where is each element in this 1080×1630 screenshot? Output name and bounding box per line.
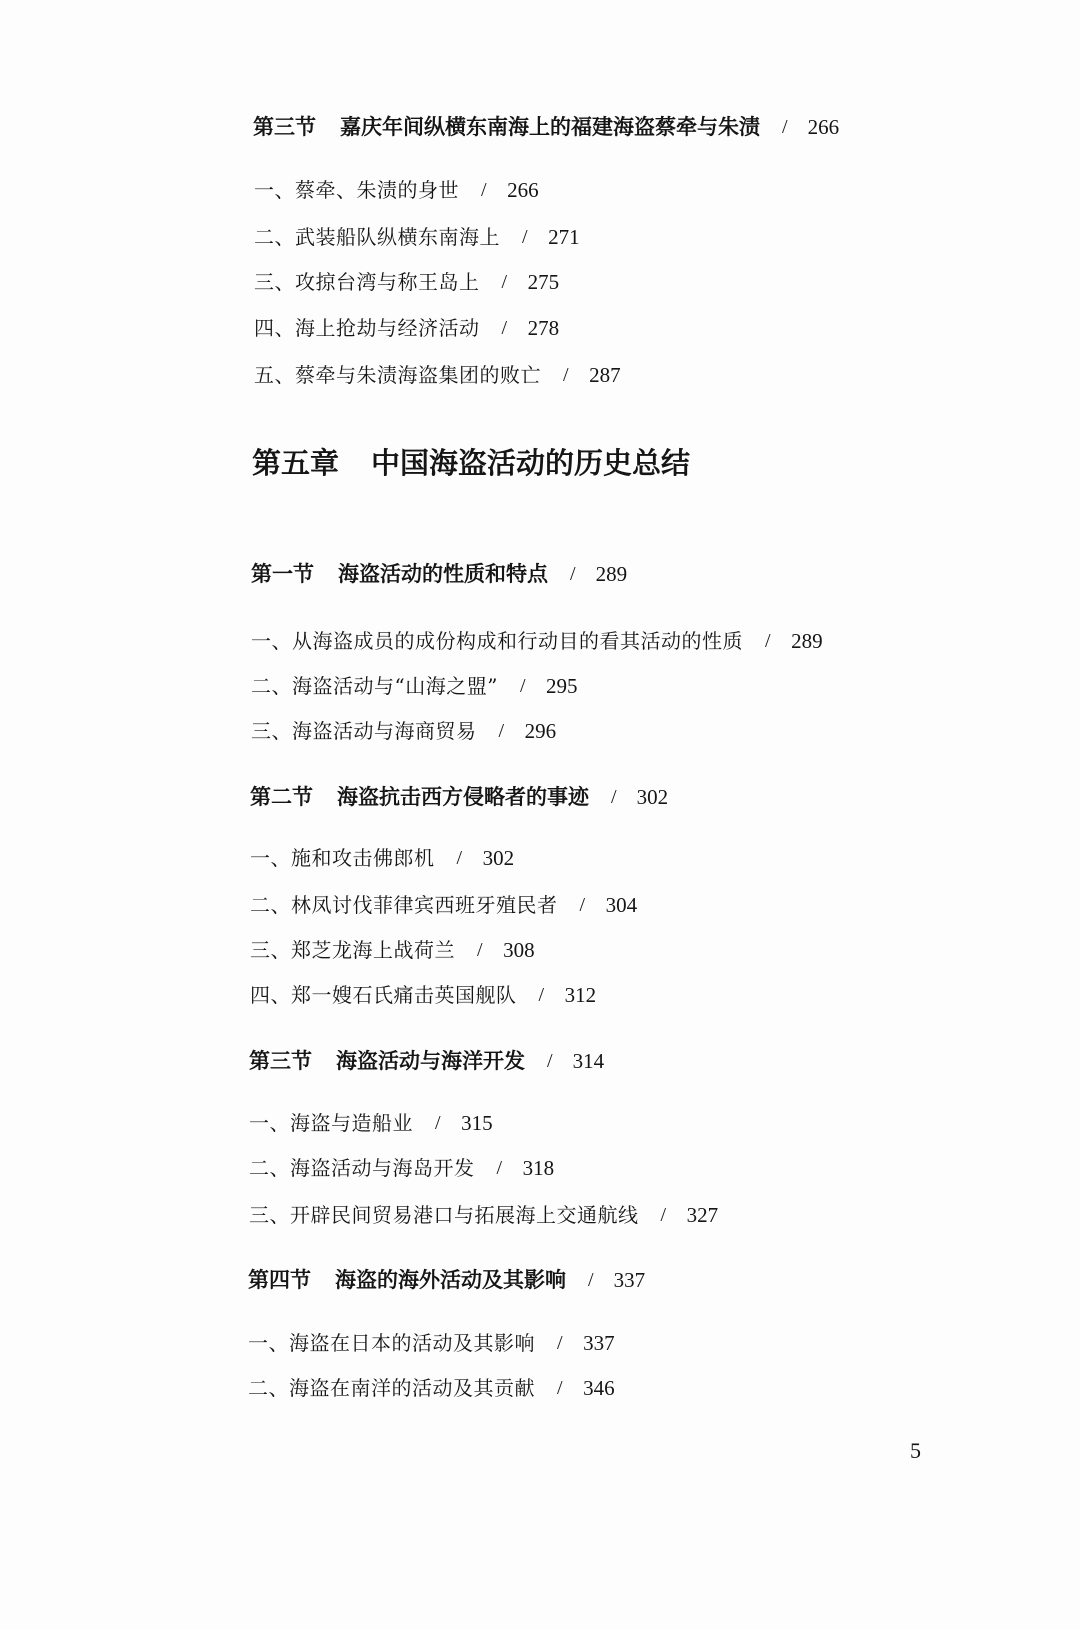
separator: /: [557, 1332, 564, 1354]
item-text: 二、海盗活动与“山海之盟”: [251, 674, 498, 698]
section-label: 第三节: [249, 1048, 312, 1073]
toc-item: [251, 716, 556, 746]
section-label: 第二节: [250, 784, 313, 809]
item-text: 四、郑一嫂石氏痛击英国舰队: [250, 983, 517, 1007]
item-text: 四、海上抢劫与经济活动: [254, 316, 480, 340]
section-title: 海盗的海外活动及其影响: [335, 1267, 566, 1292]
page-ref: 289: [791, 629, 823, 653]
toc-section-heading: [251, 559, 627, 589]
section-title: 海盗活动与海洋开发: [336, 1048, 525, 1073]
item-text: 二、武装船队纵横东南海上: [254, 225, 500, 249]
toc-item: [250, 890, 637, 920]
chapter-label: 第五章: [252, 446, 340, 480]
separator: /: [481, 179, 488, 201]
page-ref: 346: [583, 1376, 615, 1400]
separator: /: [496, 1157, 503, 1179]
toc-item: [254, 175, 539, 205]
item-text: 一、从海盗成员的成份构成和行动目的看其活动的性质: [251, 629, 743, 653]
separator: /: [456, 847, 463, 869]
toc-section-heading: [249, 1046, 604, 1076]
page-ref: 337: [583, 1331, 615, 1355]
separator: /: [557, 1377, 564, 1399]
separator: /: [611, 786, 617, 808]
page-ref: 304: [605, 893, 638, 917]
toc-item: [251, 626, 823, 656]
section-title: 海盗抗击西方侵略者的事迹: [337, 784, 589, 809]
section-label: 第一节: [251, 561, 314, 586]
separator: /: [588, 1269, 594, 1291]
chapter-title: 中国海盗活动的历史总结: [371, 446, 691, 480]
item-text: 三、攻掠台湾与称王岛上: [254, 270, 480, 294]
item-text: 三、郑芝龙海上战荷兰: [250, 938, 455, 962]
separator: /: [765, 630, 772, 652]
item-text: 三、开辟民间贸易港口与拓展海上交通航线: [249, 1203, 639, 1227]
separator: /: [660, 1204, 667, 1226]
separator: /: [570, 563, 576, 585]
item-text: 二、林凤讨伐菲律宾西班牙殖民者: [250, 893, 558, 917]
separator: /: [579, 894, 586, 916]
page-ref: 278: [527, 316, 560, 340]
page-ref: 337: [613, 1268, 646, 1292]
toc-item: [249, 1200, 718, 1230]
toc-item: [249, 1108, 493, 1138]
separator: /: [782, 116, 788, 138]
page-ref: 266: [807, 115, 840, 139]
toc-item: [248, 1328, 615, 1358]
page-ref: 314: [572, 1049, 605, 1073]
page-ref: 266: [507, 178, 539, 202]
item-text: 五、蔡牵与朱渍海盗集团的败亡: [254, 363, 541, 387]
separator: /: [519, 675, 527, 697]
toc-item: [254, 313, 559, 343]
toc-item: [248, 1373, 615, 1403]
page-ref: 315: [461, 1111, 493, 1135]
page-ref: 302: [482, 846, 515, 870]
item-text: 二、海盗在南洋的活动及其贡献: [248, 1376, 535, 1400]
separator: /: [498, 720, 505, 742]
page-ref: 289: [595, 562, 628, 586]
section-title: 海盗活动的性质和特点: [338, 561, 548, 586]
item-text: 三、海盗活动与海商贸易: [251, 719, 477, 743]
toc-item: [251, 671, 578, 701]
toc-item: [250, 980, 596, 1010]
item-text: 一、蔡牵、朱渍的身世: [254, 178, 459, 202]
item-text: 一、施和攻击佛郎机: [250, 846, 435, 870]
separator: /: [435, 1112, 442, 1134]
page-ref: 295: [546, 674, 578, 698]
page-number: 5: [910, 1438, 921, 1463]
section-label: 第四节: [248, 1267, 311, 1292]
page-ref: 302: [636, 785, 669, 809]
section-title: 嘉庆年间纵横东南海上的福建海盗蔡牵与朱渍: [340, 114, 760, 139]
toc-item: [250, 843, 514, 873]
separator: /: [563, 364, 570, 386]
toc-section-heading: [250, 782, 668, 812]
page-ref: 308: [503, 938, 535, 962]
toc-item: [254, 222, 580, 252]
page-ref: 296: [524, 719, 557, 743]
page-ref: 327: [686, 1203, 719, 1227]
separator: /: [501, 271, 508, 293]
separator: /: [477, 939, 484, 961]
separator: /: [547, 1050, 553, 1072]
toc-item: [254, 360, 621, 390]
item-text: 二、海盗活动与海岛开发: [249, 1156, 475, 1180]
toc-section-heading: [248, 1265, 645, 1295]
page-ref: 312: [564, 983, 597, 1007]
page-ref: 271: [548, 225, 580, 249]
separator: /: [501, 317, 508, 339]
toc-item: [254, 267, 559, 297]
page-ref: 287: [589, 363, 621, 387]
toc-item: [250, 935, 535, 965]
chapter-heading: [252, 443, 690, 483]
item-text: 一、海盗在日本的活动及其影响: [248, 1331, 535, 1355]
toc-item: [249, 1153, 554, 1183]
page-ref: 275: [527, 270, 560, 294]
separator: /: [522, 226, 529, 248]
page-ref: 318: [522, 1156, 555, 1180]
separator: /: [538, 984, 545, 1006]
section-label: 第三节: [253, 114, 316, 139]
toc-section-heading: [253, 112, 839, 142]
item-text: 一、海盗与造船业: [249, 1111, 413, 1135]
